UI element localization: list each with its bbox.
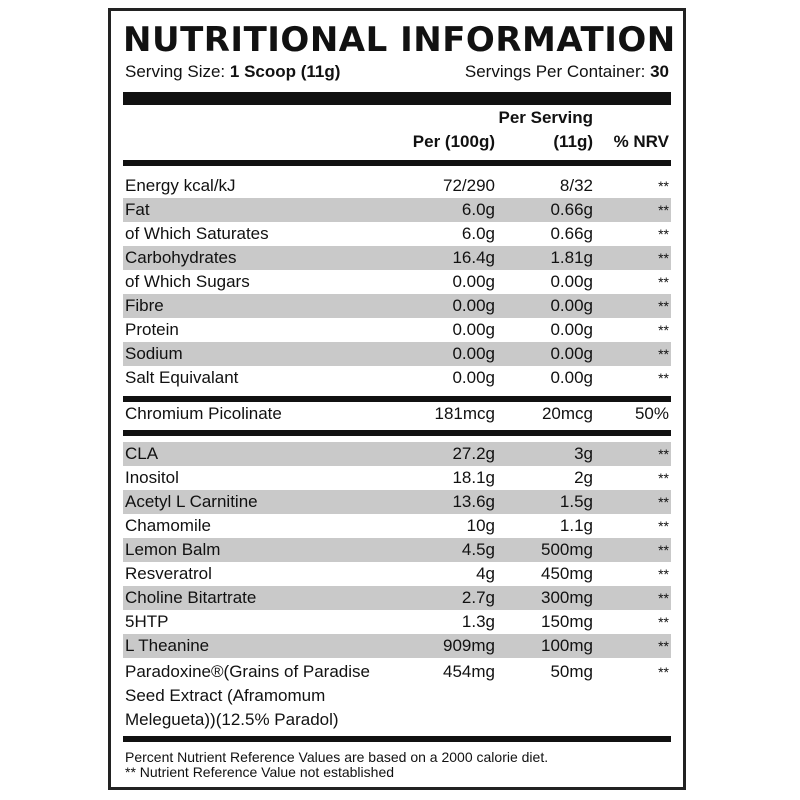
row-name: Energy kcal/kJ: [125, 176, 236, 195]
row-name: Sodium: [125, 344, 183, 363]
row-nrv: **: [658, 590, 669, 606]
footnote-nrv-not-established: ** Nutrient Reference Value not established: [125, 764, 395, 780]
row-per-serving: 100mg: [541, 636, 593, 655]
row-per100: 0.00g: [452, 272, 495, 291]
table-row: [123, 466, 671, 490]
servings-per-container-value: 30: [650, 62, 669, 81]
row-nrv: **: [658, 470, 669, 486]
table-row: [123, 586, 671, 610]
row-name: L Theanine: [125, 636, 210, 655]
table-row: [123, 270, 671, 294]
row-nrv: **: [658, 542, 669, 558]
row-nrv: **: [658, 614, 669, 630]
row-name: Fibre: [125, 296, 164, 315]
row-name: 5HTP: [125, 612, 169, 631]
row-per100: 18.1g: [452, 468, 495, 487]
row-name: Salt Equivalant: [125, 368, 239, 387]
serving-size-label: Serving Size:: [125, 62, 226, 81]
table-row: [123, 514, 671, 538]
row-per-serving: 150mg: [541, 612, 593, 631]
table-row: [123, 562, 671, 586]
table-row: [123, 366, 671, 390]
row-per-serving: 1.1g: [559, 516, 593, 535]
row-nrv: **: [658, 638, 669, 654]
row-nrv: **: [658, 446, 669, 462]
row-per-serving: 3g: [574, 444, 593, 463]
paradoxine-row: [123, 660, 671, 734]
table-row: [123, 538, 671, 562]
row-nrv: **: [658, 566, 669, 582]
row-per100: 6.0g: [461, 224, 495, 243]
divider-before-actives: [123, 430, 671, 436]
row-name: Carbohydrates: [125, 248, 237, 267]
row-per100: 2.7g: [461, 588, 495, 607]
table-row: [123, 246, 671, 270]
servings-per-container: [465, 62, 669, 82]
row-per-serving: 0.66g: [550, 224, 593, 243]
paradoxine-name: Paradoxine®(Grains of Paradise Seed Extract (Aframomum Melegueta))(12.5% Paradol): [125, 662, 370, 729]
row-name: Acetyl L Carnitine: [125, 492, 258, 511]
row-per-serving: 0.00g: [550, 344, 593, 363]
paradoxine-serving: 50mg: [550, 662, 593, 681]
row-per-serving: 0.00g: [550, 368, 593, 387]
serving-size-value: 1 Scoop (11g): [229, 62, 341, 81]
row-per-serving: 500mg: [541, 540, 593, 559]
row-nrv: **: [658, 298, 669, 314]
row-per100: 27.2g: [452, 444, 495, 463]
header-per-100g: Per (100g): [412, 132, 495, 151]
table-row: [123, 174, 671, 198]
row-per100: 6.0g: [461, 200, 495, 219]
row-per100: 0.00g: [452, 368, 495, 387]
chromium-row: [123, 402, 671, 426]
row-per-serving: 300mg: [541, 588, 593, 607]
row-per-serving: 0.00g: [550, 296, 593, 315]
row-name: Resveratrol: [125, 564, 212, 583]
table-row: [123, 490, 671, 514]
table-row: [123, 294, 671, 318]
header-per-serving-line2: (11g): [553, 132, 593, 151]
row-nrv: **: [658, 494, 669, 510]
row-name: Lemon Balm: [125, 540, 221, 559]
row-nrv: **: [658, 346, 669, 362]
row-per-serving: 1.81g: [550, 248, 593, 267]
row-nrv: **: [658, 370, 669, 386]
row-name: of Which Sugars: [125, 272, 250, 291]
row-per100: 10g: [466, 516, 495, 535]
row-per-serving: 450mg: [541, 564, 593, 583]
table-row: [123, 222, 671, 246]
row-nrv: **: [658, 250, 669, 266]
table-row: [123, 318, 671, 342]
row-nrv: **: [658, 322, 669, 338]
row-per-serving: 0.00g: [550, 272, 593, 291]
footer-divider: [123, 736, 671, 742]
row-name: of Which Saturates: [125, 224, 269, 243]
footnote-nrv-basis: Percent Nutrient Reference Values are based on a 2000 calorie diet.: [125, 749, 549, 765]
table-row: [123, 198, 671, 222]
row-nrv: **: [658, 202, 669, 218]
serving-size: [125, 62, 340, 82]
header-nrv: % NRV: [613, 132, 669, 151]
row-per100: 0.00g: [452, 320, 495, 339]
row-per100: 13.6g: [452, 492, 495, 511]
table-row: [123, 634, 671, 658]
row-name: Choline Bitartrate: [125, 588, 257, 607]
row-per100: 909mg: [443, 636, 495, 655]
row-per-serving: 0.66g: [550, 200, 593, 219]
header-divider: [123, 160, 671, 166]
row-per-serving: 0.00g: [550, 320, 593, 339]
servings-per-container-label: Servings Per Container:: [464, 62, 646, 81]
thick-divider: [123, 92, 671, 105]
chromium-per100: 181mcg: [434, 404, 495, 423]
panel-title: NUTRITIONAL INFORMATION: [123, 20, 676, 60]
row-nrv: **: [658, 274, 669, 290]
row-name: Inositol: [125, 468, 179, 487]
table-row: [123, 610, 671, 634]
row-per100: 4g: [476, 564, 495, 583]
row-per100: 0.00g: [452, 296, 495, 315]
row-nrv: **: [658, 518, 669, 534]
row-per100: 1.3g: [461, 612, 495, 631]
header-per-serving-line1: Per Serving: [498, 108, 593, 127]
chromium-serving: 20mcg: [541, 404, 593, 423]
table-row: [123, 442, 671, 466]
row-per-serving: 2g: [574, 468, 593, 487]
row-nrv: **: [658, 226, 669, 242]
row-per-serving: 1.5g: [559, 492, 593, 511]
table-row: [123, 342, 671, 366]
chromium-name: Chromium Picolinate: [125, 404, 282, 423]
row-per100: 4.5g: [461, 540, 495, 559]
row-nrv: **: [658, 178, 669, 194]
chromium-nrv: 50%: [634, 404, 669, 423]
row-per100: 72/290: [443, 176, 495, 195]
row-name: Fat: [125, 200, 150, 219]
row-per100: 16.4g: [452, 248, 495, 267]
row-name: Protein: [125, 320, 179, 339]
row-per100: 0.00g: [452, 344, 495, 363]
row-per-serving: 8/32: [559, 176, 593, 195]
paradoxine-per100: 454mg: [443, 662, 495, 681]
row-name: Chamomile: [125, 516, 211, 535]
paradoxine-nrv: **: [658, 664, 669, 680]
row-name: CLA: [125, 444, 159, 463]
